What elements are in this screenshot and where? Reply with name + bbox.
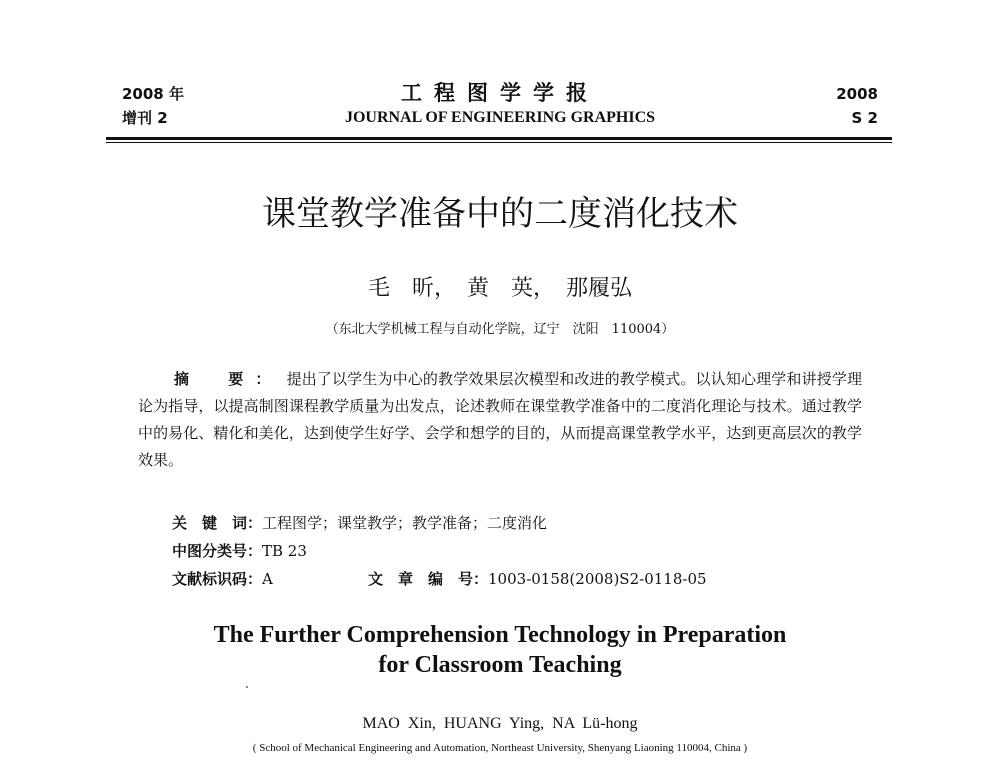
header-right [836, 82, 878, 130]
journal-title-en: JOURNAL OF ENGINEERING GRAPHICS [344, 109, 656, 126]
keywords-label: 关 键 词： [172, 514, 263, 532]
header-year-cn: 2008 年 [122, 85, 184, 103]
abstract-text: 提出了以学生为中心的教学效果层次模型和改进的教学模式。以认知心理学和讲授学理论为指导，以提高制图课程教学质量为出发点，论述教师在课堂教学准备中的二度消化理论与技术。通过教学中的易化、精化和美化，达到使学生好学、会学和想学的目的，从而提高课堂教学水平，达到更高层次的教学效果。 [138, 370, 862, 469]
affiliation-cn: （东北大学机械工程与自动化学院，辽宁 沈阳 110004） [325, 322, 675, 337]
header-issue: S 2 [851, 109, 878, 127]
affiliation-en: ( School of Mechanical Engineering and Automation, Northeast University, Shenyang Liaoning 110004, China ) [252, 742, 748, 754]
keywords-line [172, 510, 547, 536]
clc-label: 中图分类号： [172, 542, 263, 560]
abstract-label: 摘 要： [174, 370, 283, 388]
title-en-line-2: for Classroom Teaching [378, 652, 622, 678]
article-number-line [368, 566, 707, 592]
authors-en: MAO Xin, HUANG Ying, NA Lü-hong [362, 715, 638, 732]
header-rule-thin [106, 142, 892, 143]
doc-code-line [172, 566, 273, 592]
journal-title-cn: 工程图学学报 [401, 81, 599, 105]
article-title-cn: 课堂教学准备中的二度消化技术 [262, 194, 738, 234]
article-number-value: 1003-0158(2008)S2-0118-05 [488, 570, 707, 588]
doc-code-label: 文献标识码： [172, 570, 263, 588]
abstract-cn [138, 366, 862, 474]
header-year: 2008 [836, 85, 878, 103]
keywords-value: 工程图学；课堂教学；教学准备；二度消化 [262, 514, 548, 532]
header-issue-cn: 增刊 2 [122, 109, 168, 127]
scan-speck [246, 686, 248, 688]
article-title-en [0, 620, 1000, 680]
title-en-line-1: The Further Comprehension Technology in Preparation [213, 622, 787, 648]
clc-value: TB 23 [262, 542, 307, 560]
authors-cn: 毛 昕， 黄 英， 那履弘 [367, 276, 632, 301]
article-number-label: 文 章 编 号： [368, 570, 489, 588]
clc-line [172, 538, 307, 564]
doc-code-value: A [262, 570, 273, 588]
header-rule-thick [106, 137, 892, 140]
